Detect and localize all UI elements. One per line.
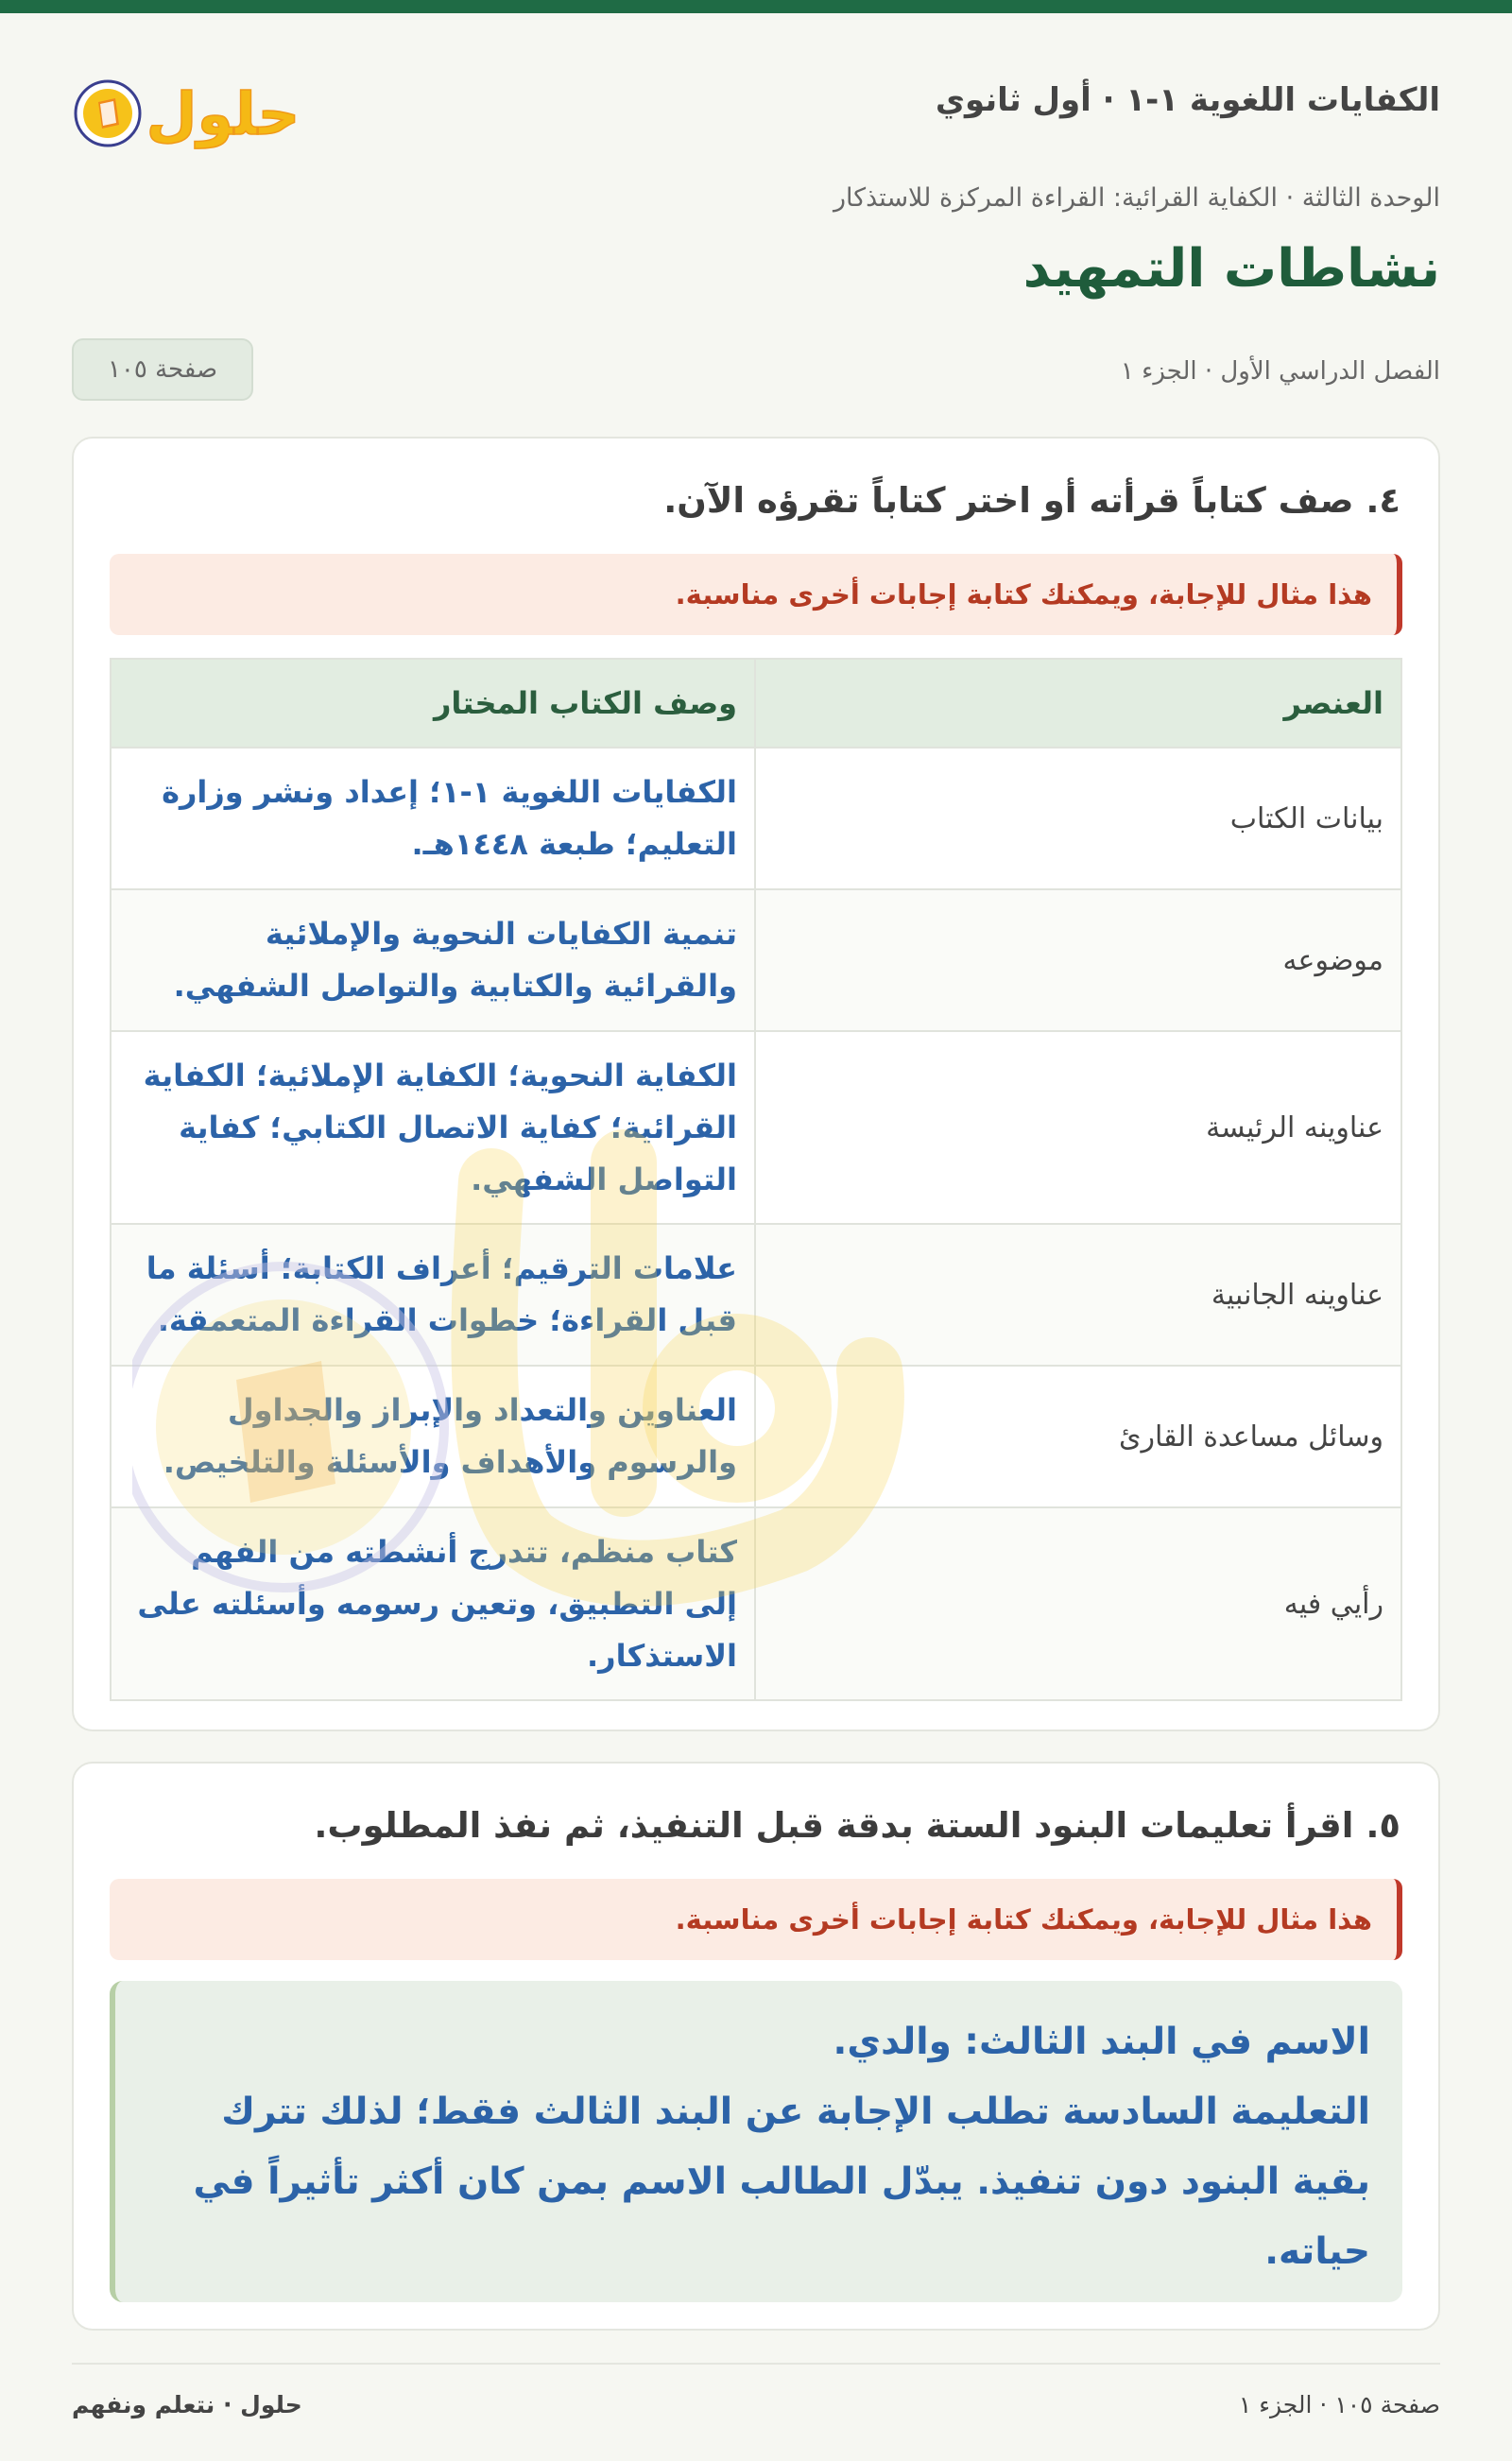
row-value: تنمية الكفايات النحوية والإملائية والقرائية والكتابية والتواصل الشفهي. — [111, 889, 755, 1031]
logo-wordmark: حلول — [146, 79, 301, 148]
term-info: الفصل الدراسي الأول · الجزء ١ — [1120, 357, 1440, 386]
row-label: عناوينه الرئيسة — [755, 1031, 1401, 1224]
row-value: علامات الترقيم؛ أعراف الكتابة؛ أسئلة ما قبل القراءة؛ خطوات القراءة المتعمقة. — [111, 1224, 755, 1366]
row-label: وسائل مساعدة القارئ — [755, 1366, 1401, 1507]
row-value: كتاب منظم، تتدرج أنشطته من الفهم إلى التطبيق، وتعين رسومه وأسئلته على الاستذكار. — [111, 1507, 755, 1700]
hulul-logo[interactable] — [72, 76, 318, 151]
answer-text: التعليمة السادسة تطلب الإجابة عن البند الثالث فقط؛ لذلك تترك بقية البنود دون تنفيذ. يبدّل الطالب الاسم بمن كان أكثر تأثيراً في حياته. — [193, 2091, 1370, 2273]
question-4-card — [72, 437, 1440, 1731]
row-value: الكفاية النحوية؛ الكفاية الإملائية؛ الكفاية القرائية؛ كفاية الاتصال الكتابي؛ كفاية التواصل الشفهي. — [111, 1031, 755, 1224]
example-note: هذا مثال للإجابة، ويمكنك كتابة إجابات أخرى مناسبة. — [110, 554, 1402, 635]
book-title: الكفايات اللغوية ١-١ · أول ثانوي — [935, 81, 1440, 119]
top-accent-bar — [0, 0, 1512, 13]
header — [72, 76, 1440, 151]
column-header-element: العنصر — [755, 659, 1401, 748]
row-label: بيانات الكتاب — [755, 748, 1401, 889]
table-row — [111, 1366, 1401, 1507]
row-label: موضوعه — [755, 889, 1401, 1031]
book-description-table — [110, 658, 1402, 1701]
question-5-card — [72, 1762, 1440, 2331]
unit-breadcrumb: الوحدة الثالثة · الكفاية القرائية: القراءة المركزة للاستذكار — [833, 183, 1440, 213]
row-value: الكفايات اللغوية ١-١؛ إعداد ونشر وزارة التعليم؛ طبعة ١٤٤٨هـ. — [111, 748, 755, 889]
row-label: رأيي فيه — [755, 1507, 1401, 1700]
table-row — [111, 748, 1401, 889]
table-row — [111, 1507, 1401, 1700]
answer-heading: الاسم في البند الثالث: والدي. — [833, 2021, 1370, 2063]
table-header-row — [111, 659, 1401, 748]
example-note: هذا مثال للإجابة، ويمكنك كتابة إجابات أخرى مناسبة. — [110, 1879, 1402, 1960]
row-value: العناوين والتعداد والإبراز والجداول والرسوم والأهداف والأسئلة والتلخيص. — [111, 1366, 755, 1507]
footer-page-info: صفحة ١٠٥ · الجزء ١ — [1238, 2391, 1440, 2418]
footer-divider — [72, 2363, 1440, 2365]
page-badge: صفحة ١٠٥ — [72, 338, 253, 401]
table-row — [111, 889, 1401, 1031]
question-4-title: ٤. صف كتاباً قرأته أو اختر كتاباً تقرؤه الآن. — [663, 480, 1400, 521]
page-title: نشاطات التمهيد — [1022, 238, 1440, 300]
row-label: عناوينه الجانبية — [755, 1224, 1401, 1366]
footer-brand: حلول · نتعلم ونفهم — [72, 2391, 302, 2418]
question-5-title: ٥. اقرأ تعليمات البنود الستة بدقة قبل التنفيذ، ثم نفذ المطلوب. — [314, 1805, 1400, 1846]
column-header-description: وصف الكتاب المختار — [111, 659, 755, 748]
answer-box — [110, 1981, 1402, 2302]
table-row — [111, 1031, 1401, 1224]
table-row — [111, 1224, 1401, 1366]
